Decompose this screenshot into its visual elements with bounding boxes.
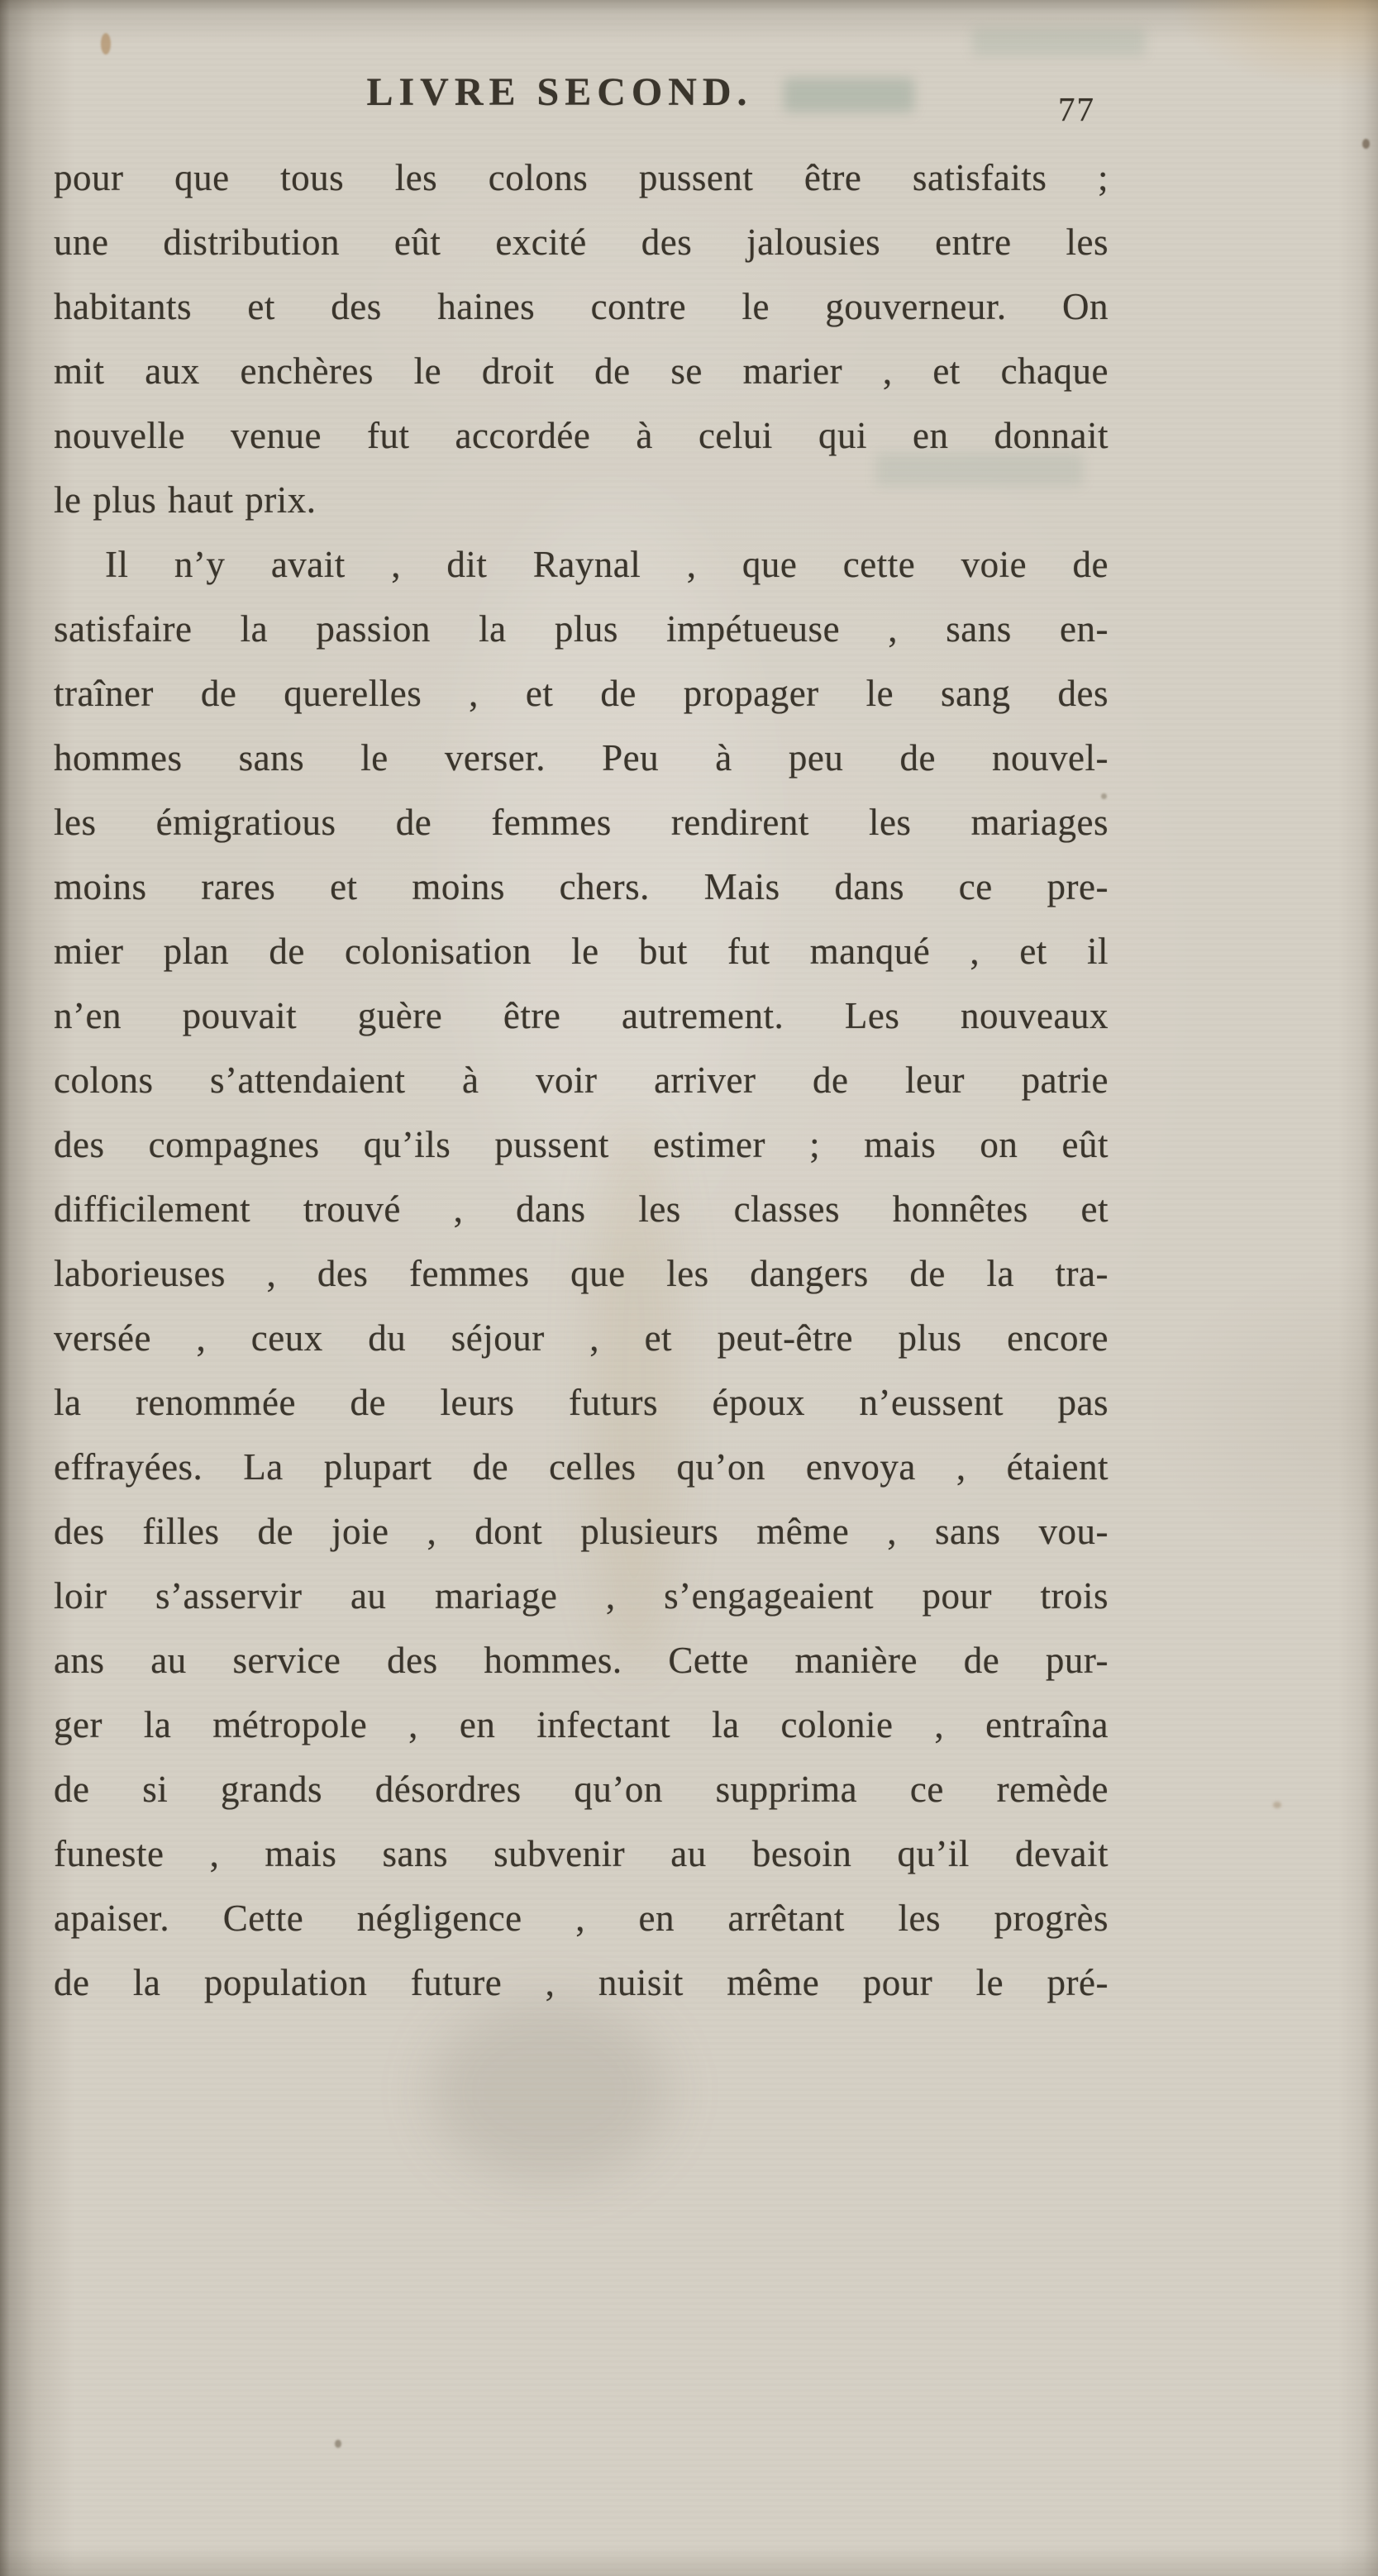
paragraph (54, 145, 1109, 532)
text-line: effrayées. La plupart de celles qu’on envoya , étaient (54, 1446, 1109, 1488)
paper-smudge (430, 2000, 670, 2182)
text-line: satisfaire la passion la plus impétueuse , sans en- (54, 608, 1109, 650)
text-line: difficilement trouvé , dans les classes honnêtes et (54, 1188, 1109, 1230)
text-line: les émigratious de femmes rendirent les mariages (54, 802, 1109, 843)
text-line: hommes sans le verser. Peu à peu de nouvel- (54, 737, 1109, 779)
paragraph (54, 532, 1109, 2015)
text-line: des compagnes qu’ils pussent estimer ; mais on eût (54, 1124, 1109, 1165)
chapter-title: LIVRE SECOND. (366, 70, 753, 114)
text-line: la renommée de leurs futurs époux n’eussent pas (54, 1382, 1109, 1423)
text-line: laborieuses , des femmes que les dangers de la tra- (54, 1253, 1109, 1294)
text-line: mit aux enchères le droit de se marier , et chaque (54, 350, 1109, 392)
text-line: pour que tous les colons pussent être satisfaits ; (54, 157, 1109, 198)
paper-speck (335, 2440, 341, 2448)
paper-speck (1273, 1802, 1281, 1808)
text-line: versée , ceux du séjour , et peut-être plus encore (54, 1317, 1109, 1359)
text-line: le plus haut prix. (54, 479, 317, 521)
text-line: des filles de joie , dont plusieurs même , sans vou- (54, 1511, 1109, 1552)
text-line: apaiser. Cette négligence , en arrêtant les progrès (54, 1897, 1109, 1939)
text-line: nouvelle venue fut accordée à celui qui en donnait (54, 415, 1109, 456)
text-line: loir s’asservir au mariage , s’engageaient pour trois (54, 1575, 1109, 1617)
text-line: Il n’y avait , dit Raynal , que cette voie de (105, 544, 1109, 585)
paper-speck (1362, 139, 1370, 149)
text-line: moins rares et moins chers. Mais dans ce pre- (54, 866, 1109, 907)
text-line: ans au service des hommes. Cette manière de pur- (54, 1640, 1109, 1681)
text-line: ger la métropole , en infectant la colonie , entraîna (54, 1704, 1109, 1745)
text-line: traîner de querelles , et de propager le sang des (54, 673, 1109, 714)
text-line: mier plan de colonisation le but fut manqué , et il (54, 931, 1109, 972)
text-line: funeste , mais sans subvenir au besoin qu’il devait (54, 1833, 1109, 1874)
text-line: une distribution eût excité des jalousies entre les (54, 221, 1109, 263)
text-line: de la population future , nuisit même pour le pré- (54, 1962, 1109, 2003)
text-line: colons s’attendaient à voir arriver de leur patrie (54, 1059, 1109, 1101)
text-line: habitants et des haines contre le gouverneur. On (54, 286, 1109, 327)
page-number: 77 (1058, 90, 1095, 128)
running-head (54, 69, 1109, 115)
paper-speck (101, 33, 111, 55)
text-line: n’en pouvait guère être autrement. Les nouveaux (54, 995, 1109, 1036)
text-line: de si grands désordres qu’on supprima ce remède (54, 1769, 1109, 1810)
ink-bleedthrough-ghost (972, 28, 1146, 56)
page-text (54, 145, 1109, 2015)
